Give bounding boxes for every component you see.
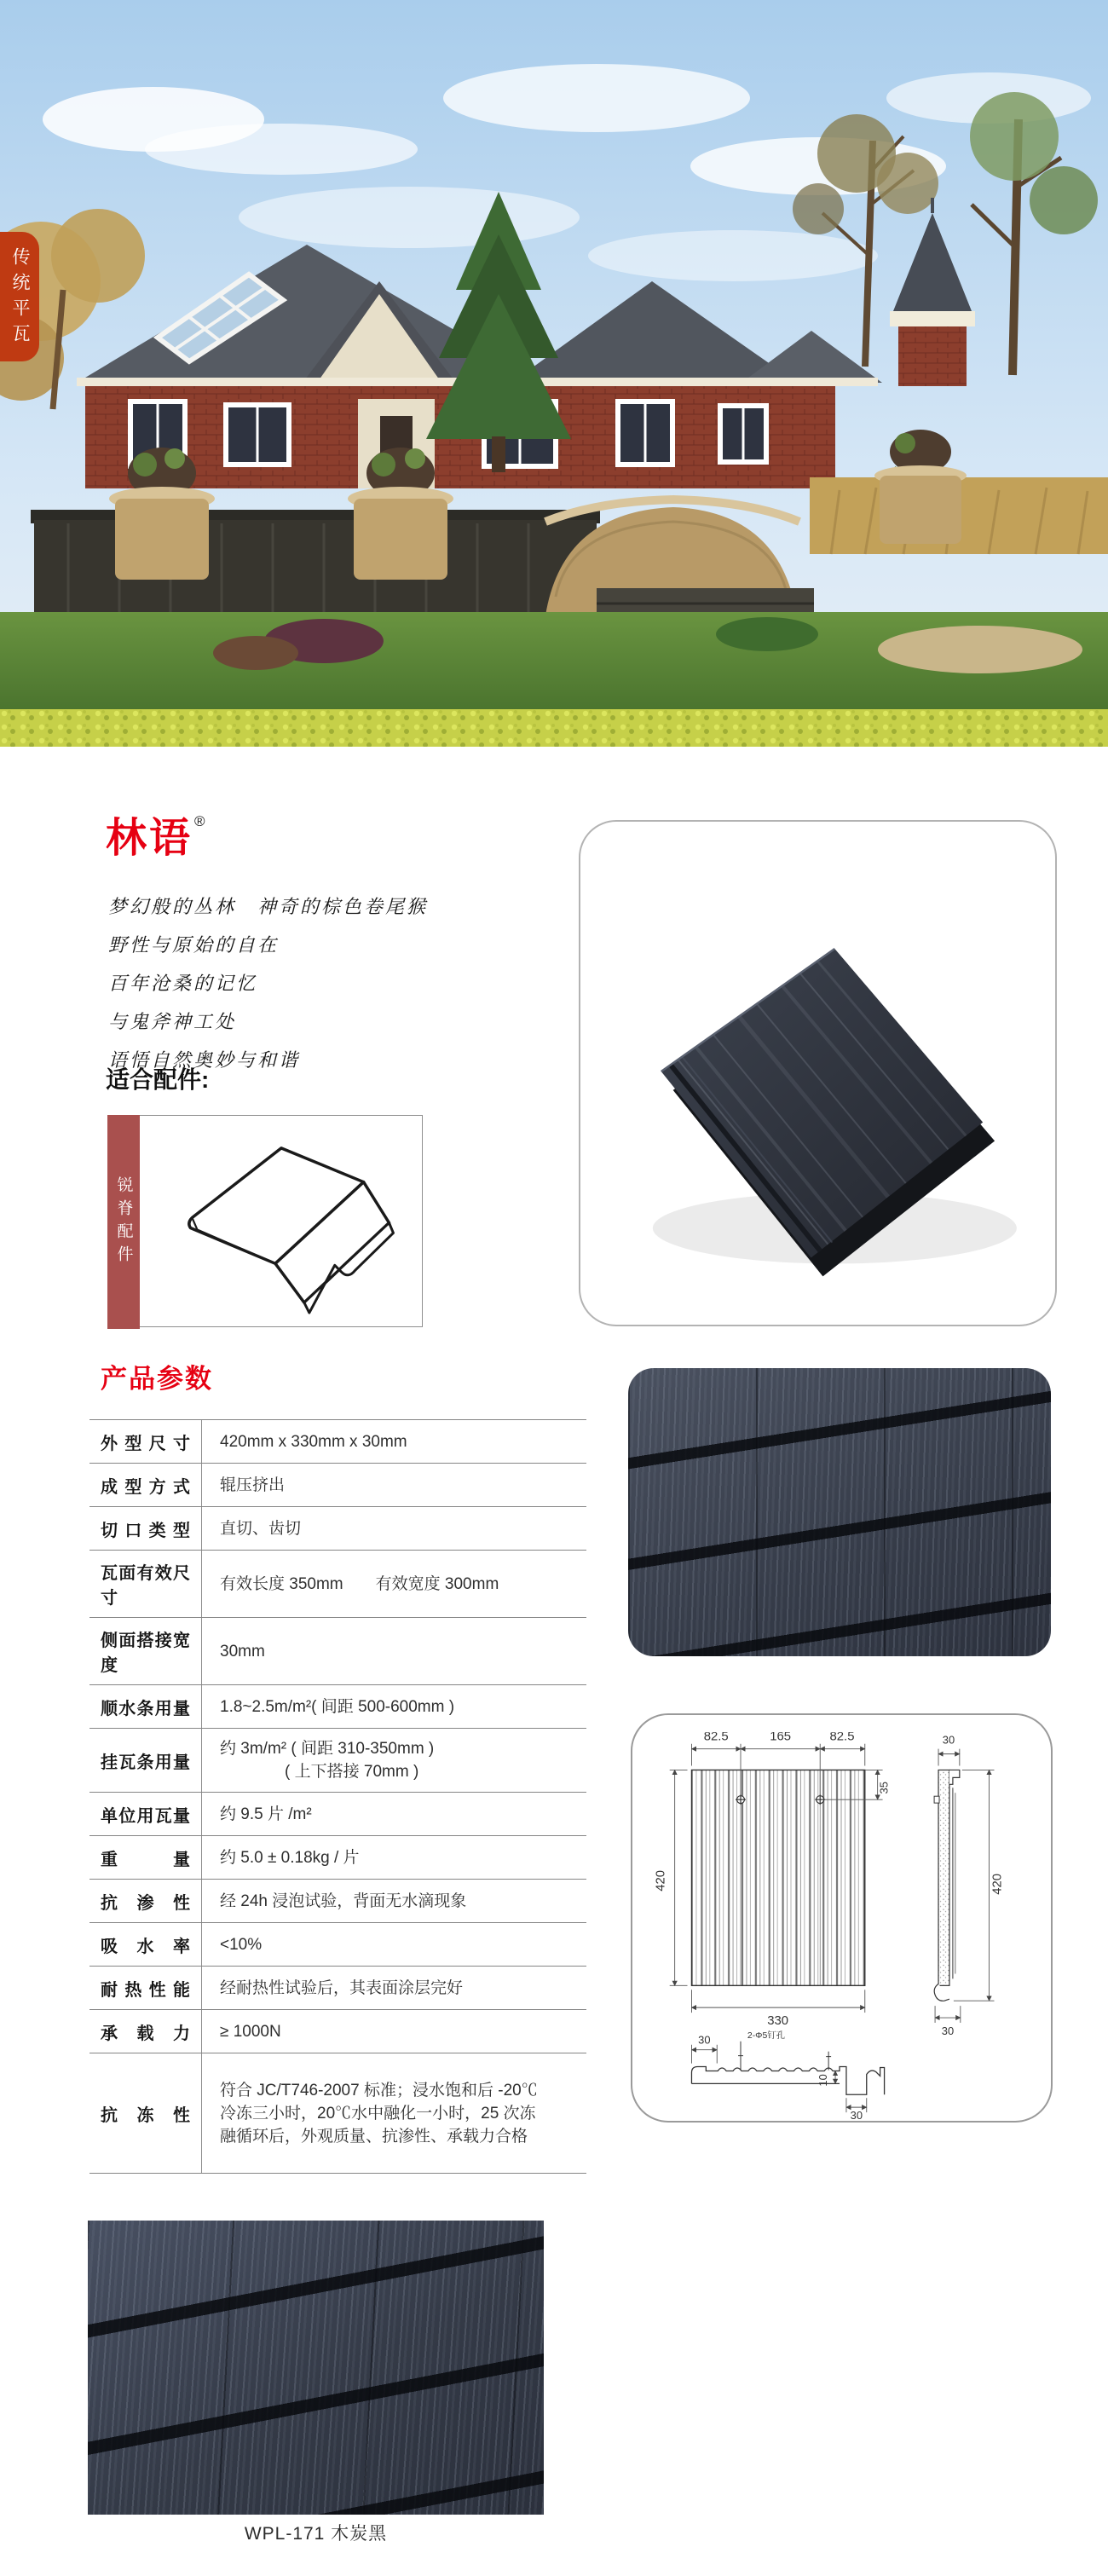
parameters-heading: 产品参数 [101,1364,213,1394]
row-label: 挂瓦条用量 [89,1729,202,1792]
row-label: 吸水率 [89,1923,202,1966]
row-label: 顺水条用量 [89,1685,202,1728]
accessory-tab [107,1115,140,1329]
row-label: 抗渗性 [89,1880,202,1922]
row-value: 约 3m/m² ( 间距 310-350mm ) ( 上下搭接 70mm ) [220,1740,435,1781]
hedge [0,709,1108,747]
table-row [89,1967,586,2010]
side-view [934,1734,1004,2037]
product-title: 林语 [106,816,193,861]
hero-photo [0,0,1108,747]
nail-hole-label: 2-Φ5钉孔 [747,2030,786,2041]
product-poem [108,888,428,1080]
row-label: 成型方式 [89,1464,202,1506]
row-value: <10% [220,1935,263,1954]
row-label: 耐热性能 [89,1967,202,2009]
row-label: 侧面搭接宽度 [89,1618,202,1684]
row-value: 约 9.5 片 /m² [220,1805,312,1823]
row-value: 经 24h 浸泡试验，背面无水滴现象 [220,1892,467,1910]
dim-30-side-bottom: 30 [941,2024,955,2037]
dim-10: 10 [817,2074,830,2087]
table-row [89,1420,586,1464]
row-label: 承载力 [89,2010,202,2053]
lawn [0,612,1108,723]
row-label: 重量 [89,1836,202,1879]
row-value: 约 5.0 ± 0.18kg / 片 [220,1848,360,1867]
registered-mark: ® [194,812,205,829]
dim-420-front: 420 [654,1869,668,1892]
row-label: 抗冻性 [89,2053,202,2173]
table-row [89,1507,586,1551]
table-row [89,2010,586,2053]
poem-line: 梦幻般的丛林 神奇的棕色卷尾猴 [108,897,429,918]
row-label: 外型尺寸 [89,1420,202,1463]
dim-82-left: 82.5 [703,1730,729,1744]
table-row [89,1618,586,1685]
dim-35: 35 [877,1782,891,1794]
dim-82-right: 82.5 [829,1730,855,1744]
row-value: 符合 JC/T746-2007 标准；浸水饱和后 -20℃ 冷冻三小时，20℃水中融化一小时，25 次冻 融循环后，外观质量、抗渗性、承载力合格 [220,2081,538,2146]
table-row [89,1685,586,1729]
parameters-table [89,1419,586,2174]
product-code-caption: WPL-171 木炭黑 [244,2524,388,2544]
table-row [89,1551,586,1618]
accessories-heading: 适合配件: [106,1066,210,1093]
row-value: 420mm x 330mm x 30mm [220,1432,407,1451]
category-tab-label: 传统平瓦 [10,247,30,349]
product-title-row [106,805,204,863]
ridge-accessory-drawing [141,1116,422,1326]
table-row [89,1836,586,1880]
technical-drawing-box [631,1713,1053,2123]
charcoal-tile-photo [580,822,1055,1325]
table-row [89,2053,586,2174]
table-row [89,1923,586,1967]
table-row [89,1464,586,1507]
dim-420-side: 420 [990,1873,1005,1895]
row-label: 单位用瓦量 [89,1793,202,1835]
poem-line: 野性与原始的自在 [108,935,280,956]
row-value: 30mm [220,1642,265,1661]
front-view [655,1730,891,2028]
table-row [89,1793,586,1836]
dim-30-side-top: 30 [942,1733,955,1747]
row-label: 切口类型 [89,1507,202,1550]
category-tab [0,232,39,361]
tile-closeup-photo [628,1368,1051,1656]
row-value: 直切、齿切 [220,1519,302,1538]
row-value: ≥ 1000N [220,2022,281,2041]
row-value: 辊压挤出 [220,1476,286,1494]
accessory-box [107,1115,423,1327]
villa-scene-illustration [0,0,1108,747]
row-label: 瓦面有效尺寸 [89,1551,202,1617]
product-photo-box [579,820,1057,1326]
tile-sample-photo [88,2221,544,2515]
dim-30-section-right: 30 [850,2109,863,2121]
dim-330: 330 [767,2013,789,2028]
row-value: 有效长度 350mm 有效宽度 300mm [220,1574,499,1593]
tile-dimension-drawing [632,1715,1051,2121]
poem-line: 与鬼斧神工处 [108,1012,237,1033]
section-view [691,2030,884,2121]
table-row [89,1729,586,1793]
dim-30-section-left: 30 [698,2033,711,2047]
dim-165: 165 [770,1730,792,1744]
row-value: 1.8~2.5m/m²( 间距 500-600mm ) [220,1697,455,1716]
row-value: 经耐热性试验后，其表面涂层完好 [220,1978,464,1997]
table-row [89,1880,586,1923]
poem-line: 语悟自然奥妙与和谐 [108,1050,301,1071]
poem-line: 百年沧桑的记忆 [108,973,258,995]
accessory-tab-label: 锐脊配件 [114,1175,133,1268]
